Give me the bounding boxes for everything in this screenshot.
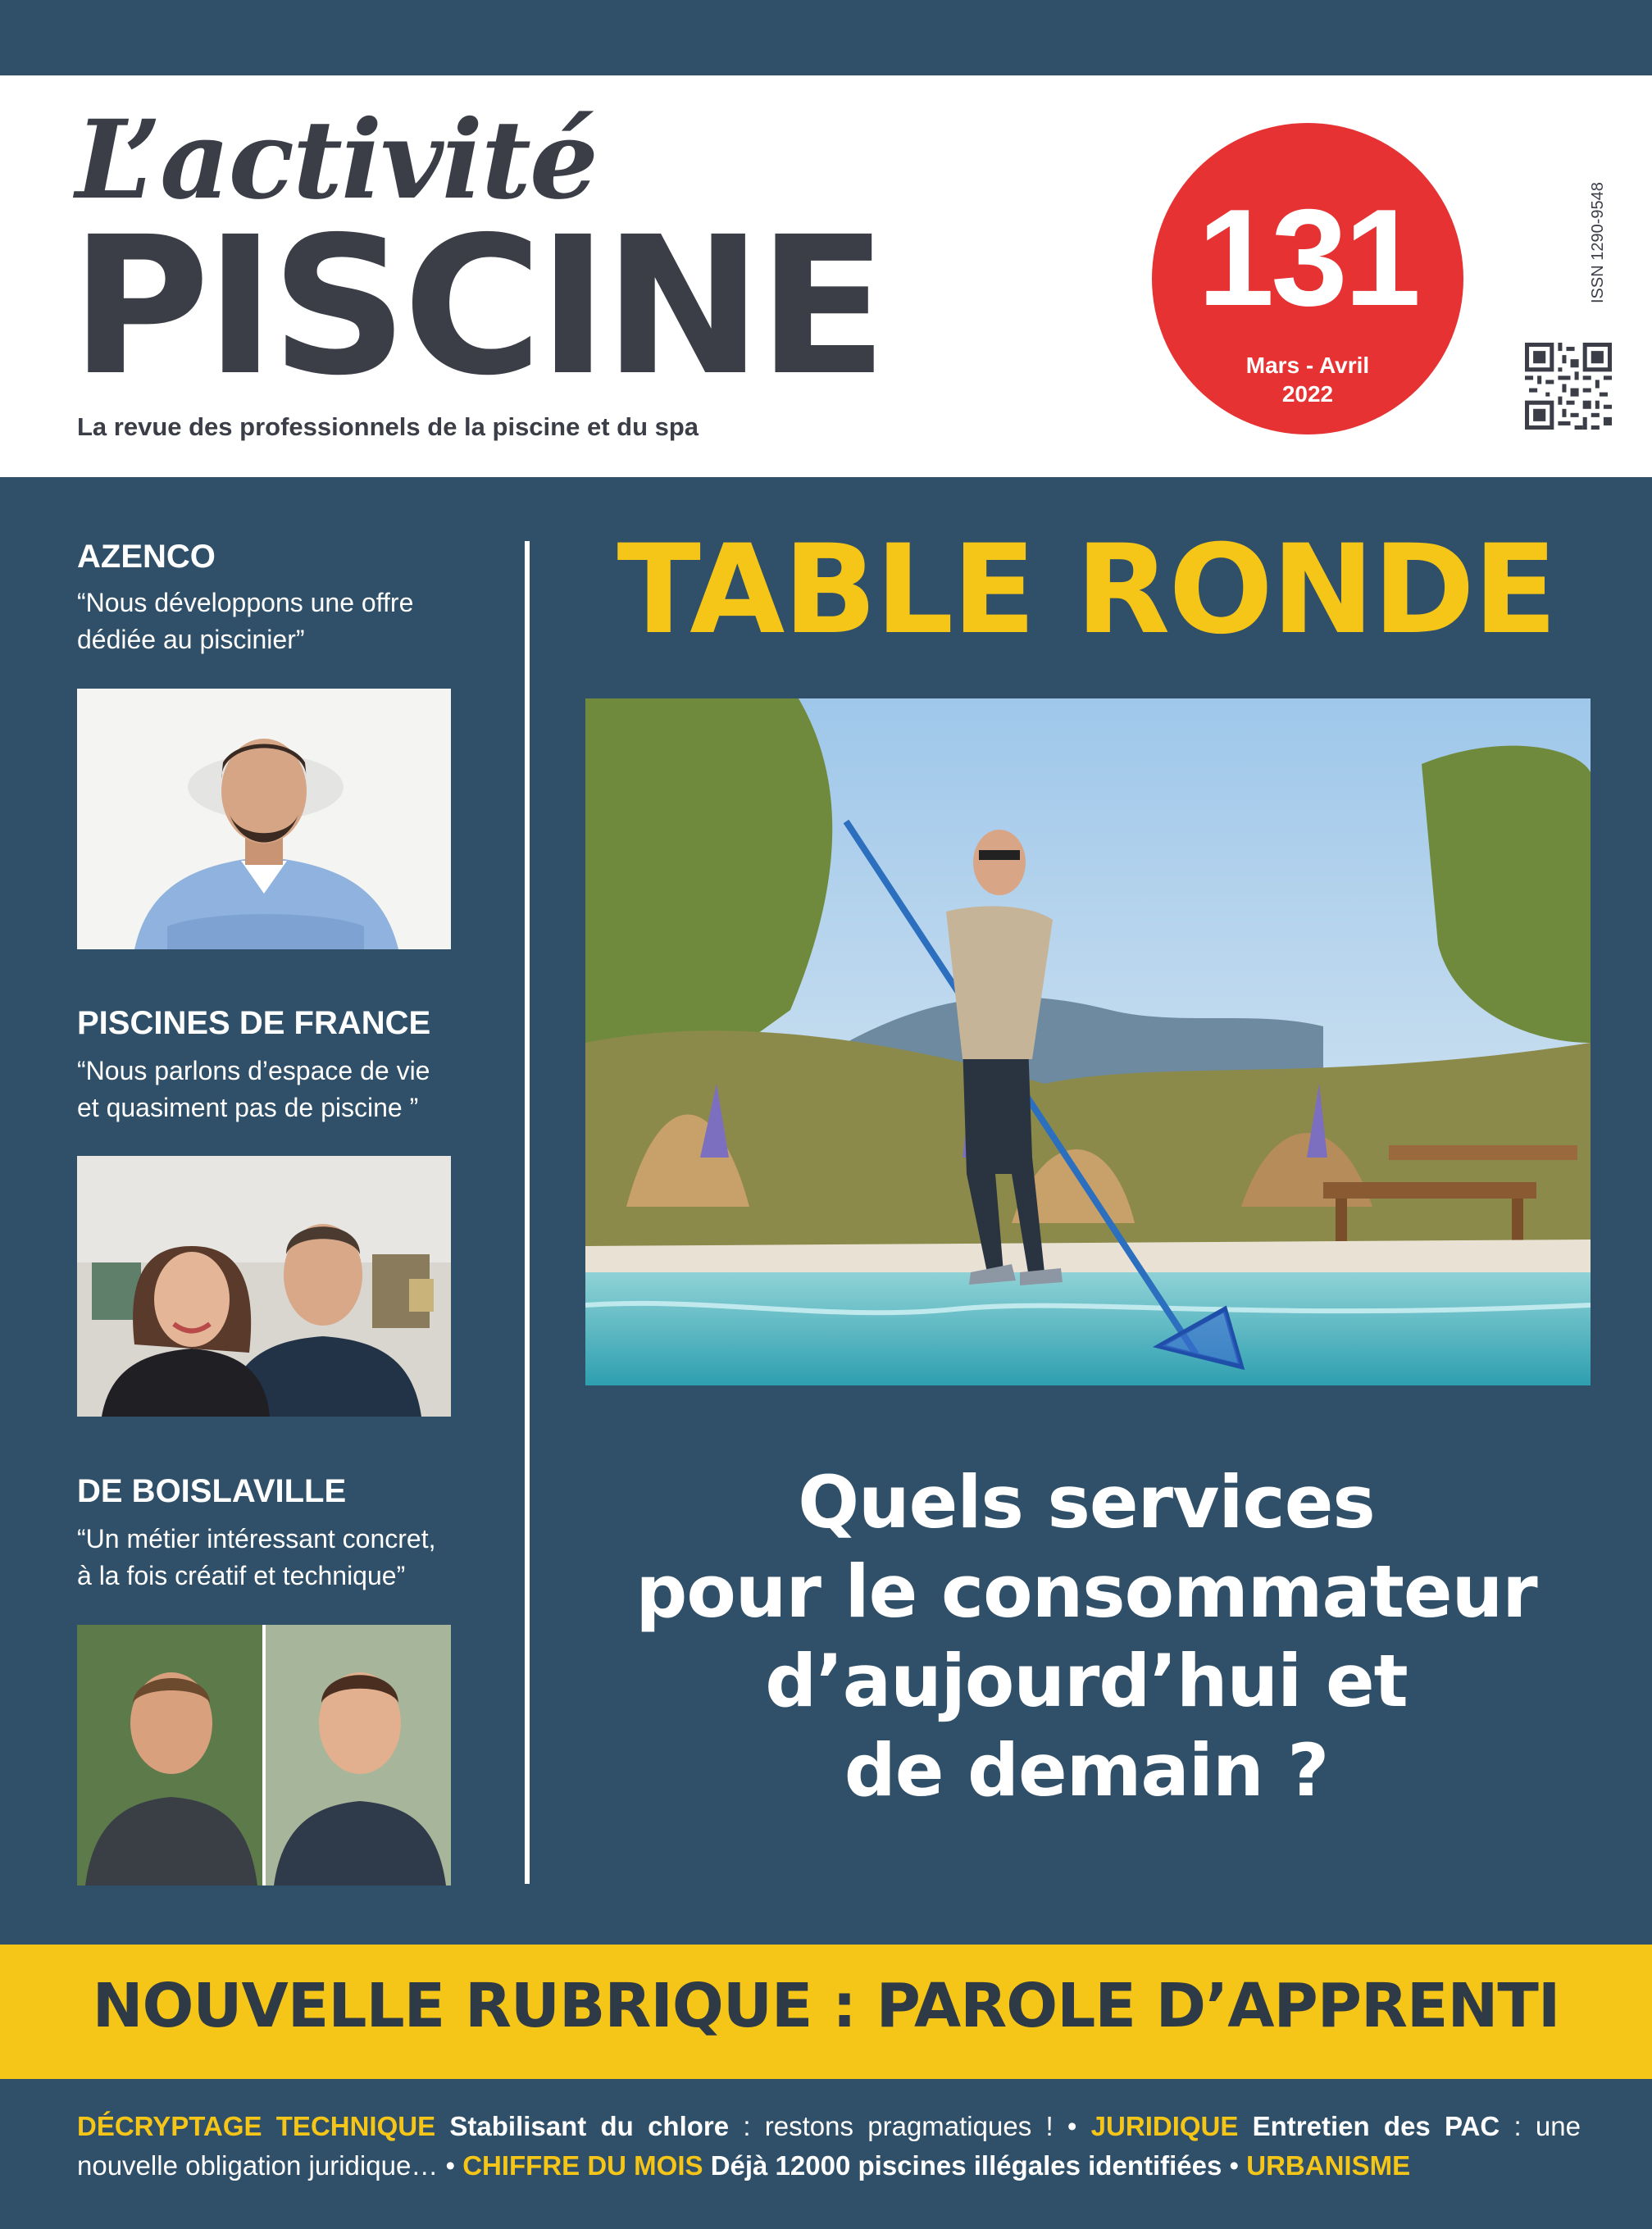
pool-cleaning-photo — [585, 698, 1591, 1385]
issue-date — [1152, 351, 1463, 408]
quote-line: à la fois créatif et technique” — [77, 1560, 406, 1590]
issue-month: Mars - Avril — [1245, 353, 1370, 378]
quote-line: et quasiment pas de piscine ” — [77, 1092, 419, 1122]
brand-title: PISCINE — [71, 196, 883, 417]
question-line: Quels services — [798, 1460, 1375, 1544]
issue-badge — [1152, 123, 1463, 434]
feature-question — [574, 1458, 1599, 1815]
rubric-banner-text: NOUVELLE RUBRIQUE : PAROLE D’APPRENTI — [92, 1971, 1560, 2041]
teaser-subject: Stabilisant du chlore — [449, 2111, 730, 2141]
teaser-kicker: JURIDIQUE — [1090, 2111, 1239, 2141]
rubric-banner — [0, 1945, 1652, 2079]
sidebar-quote-piscines-de-france — [77, 1053, 479, 1126]
feature-headline: TABLE RONDE — [617, 519, 1556, 662]
teaser-kicker: CHIFFRE DU MOIS — [462, 2150, 703, 2181]
question-line: de demain ? — [844, 1728, 1329, 1813]
teaser-subject: Entretien des PAC — [1252, 2111, 1500, 2141]
teaser-text: : restons pragmatiques ! • — [729, 2111, 1091, 2141]
footer-teaser — [77, 2107, 1581, 2186]
teaser-text: • — [1222, 2150, 1247, 2181]
quote-line: “Nous parlons d’espace de vie — [77, 1056, 430, 1085]
quote-line: “Nous développons une offre — [77, 588, 414, 617]
teaser-kicker: DÉCRYPTAGE TECHNIQUE — [77, 2111, 436, 2141]
top-strip — [0, 0, 1652, 75]
sidebar-title-de-boislaville: DE BOISLAVILLE — [77, 1473, 347, 1509]
issue-number: 131 — [1197, 180, 1418, 334]
teaser-subject: Déjà 12000 piscines illégales identifiées — [710, 2150, 1222, 2181]
azenco-portrait-photo — [77, 689, 451, 949]
sidebar-quote-de-boislaville — [77, 1521, 479, 1594]
sidebar-title-azenco: AZENCO — [77, 539, 216, 575]
teaser-kicker: URBANISME — [1246, 2150, 1411, 2181]
sidebar-quote-azenco — [77, 585, 479, 658]
teaser-text: : une nouvelle obligation juridique… • — [77, 2111, 1581, 2181]
tagline: La revue des professionnels de la piscine et du spa — [77, 412, 699, 441]
issue-year: 2022 — [1281, 381, 1334, 407]
de-boislaville-duo-photo — [77, 1625, 451, 1886]
quote-line: “Un métier intéressant concret, — [77, 1524, 436, 1553]
sidebar-title-piscines-de-france: PISCINES DE FRANCE — [77, 1005, 431, 1041]
brand-script: L’activité — [75, 97, 597, 224]
piscines-de-france-couple-photo — [77, 1156, 451, 1417]
question-line: pour le consommateur — [635, 1549, 1537, 1635]
qr-code-icon[interactable] — [1525, 343, 1612, 430]
column-divider — [525, 541, 530, 1884]
question-line: d’aujourd’hui et — [765, 1639, 1408, 1724]
issn: ISSN 1290-9548 — [1589, 182, 1607, 303]
quote-line: dédiée au piscinier” — [77, 624, 305, 654]
